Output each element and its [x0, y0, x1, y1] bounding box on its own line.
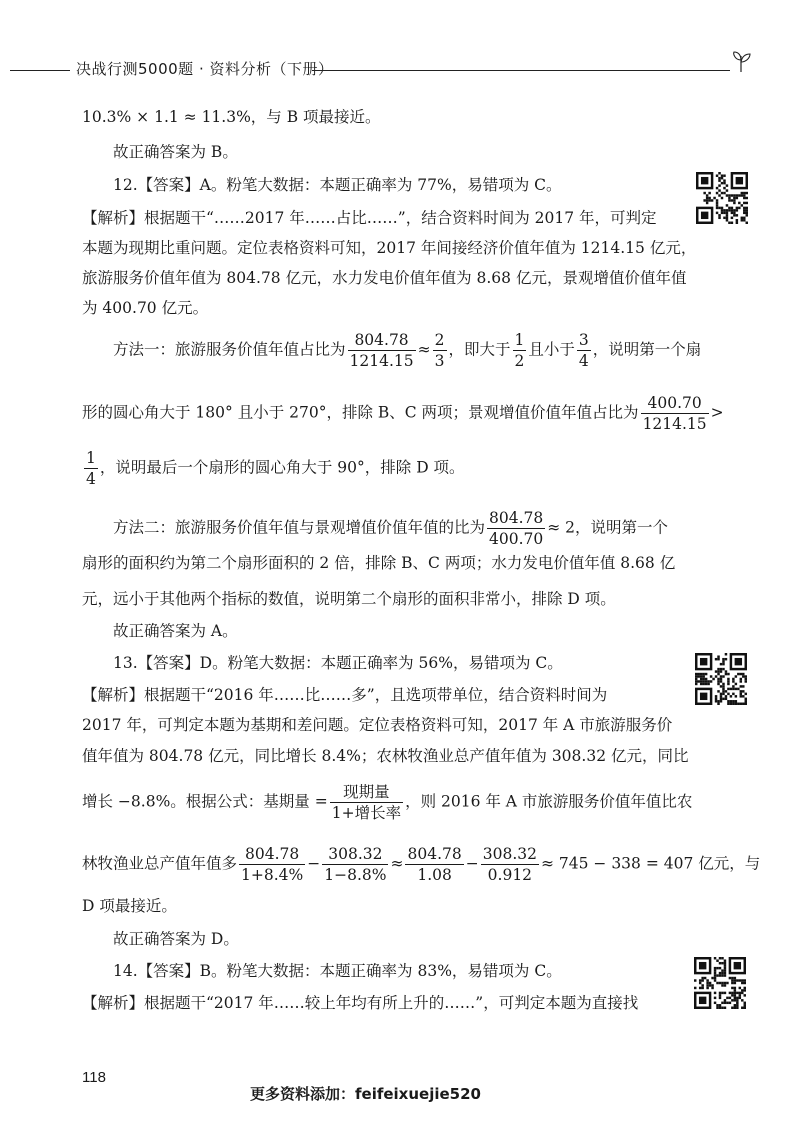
formula-line	[82, 844, 760, 885]
question-14-answer: 14.【答案】B。粉笔大数据：本题正确率为 83%，易错项为 C。	[113, 962, 562, 980]
text-line: 故正确答案为 B。	[113, 143, 238, 161]
numerator: 400.70	[641, 393, 709, 414]
sprout-icon	[730, 50, 752, 74]
text-line: D 项最接近。	[82, 897, 177, 915]
qr-code-icon[interactable]	[696, 172, 748, 224]
header-rule-right	[312, 70, 730, 71]
text-line: 10.3% × 1.1 ≈ 11.3%，与 B 项最接近。	[82, 108, 381, 126]
text: ，则 2016 年 A 市旅游服务价值年值比农	[405, 792, 693, 811]
fraction	[239, 844, 305, 885]
text-line: 故正确答案为 A。	[113, 622, 238, 640]
fraction	[322, 844, 388, 885]
numerator: 308.32	[482, 845, 537, 863]
header-title: 决战行测5000题 · 资料分析（下册）	[76, 60, 334, 78]
denominator: 1.08	[417, 866, 452, 884]
numerator: 804.78	[348, 330, 416, 351]
method-1-line	[82, 393, 724, 434]
fraction	[481, 844, 539, 885]
text-line: 为 400.70 亿元。	[82, 299, 209, 317]
fraction	[433, 330, 447, 371]
text: ，说明第一个扇	[592, 340, 702, 359]
text-line: 旅游服务价值年值为 804.78 亿元，水力发电价值年值为 8.68 亿元，景观增值价值年值	[82, 269, 687, 287]
question-12-answer: 12.【答案】A。粉笔大数据：本题正确率为 77%，易错项为 C。	[113, 176, 562, 194]
denominator: 0.912	[487, 866, 533, 884]
fraction	[84, 448, 98, 489]
symbol: −	[307, 854, 321, 873]
symbol: ≈	[390, 854, 404, 873]
denominator: 2	[514, 352, 525, 370]
numerator: 804.78	[489, 509, 544, 527]
text: ，即大于	[448, 340, 511, 359]
numerator: 804.78	[407, 845, 462, 863]
method-1-line	[113, 330, 701, 371]
fraction	[641, 393, 709, 434]
text: 且小于	[528, 340, 575, 359]
text-line: 元，远小于其他两个指标的数值，说明第二个扇形的面积非常小，排除 D 项。	[82, 590, 616, 608]
fraction	[513, 330, 527, 371]
numerator: 3	[578, 331, 589, 349]
symbol: ≈	[417, 340, 431, 359]
header-rule-left	[10, 70, 70, 71]
denominator: 4	[86, 470, 96, 488]
text: ≈ 745 − 338 = 407 亿元，与	[540, 854, 761, 873]
numerator: 现期量	[330, 782, 403, 803]
text: ，说明最后一个扇形的圆心角大于 90°，排除 D 项。	[99, 458, 465, 477]
text-line: 本题为现期比重问题。定位表格资料可知，2017 年间接经济价值年值为 1214.15 亿元，	[82, 239, 697, 257]
symbol: −	[465, 854, 479, 873]
denominator: 1214.15	[349, 352, 414, 370]
fraction	[348, 330, 416, 371]
text-line: 【解析】根据题干“……2017 年……占比……”，结合资料时间为 2017 年，可判定	[82, 209, 657, 227]
denominator: 4	[578, 352, 589, 370]
text: 增长 −8.8%。根据公式：基期量 =	[82, 792, 328, 811]
text: 方法一：旅游服务价值年值占比为	[113, 340, 346, 359]
method-1-line	[82, 448, 465, 489]
qr-code-icon[interactable]	[695, 653, 747, 705]
text-line: 2017 年，可判定本题为基期和差问题。定位表格资料可知，2017 年 A 市旅游服务价	[82, 716, 673, 734]
numerator: 1	[514, 331, 525, 349]
formula-line	[82, 782, 692, 823]
denominator: 1−8.8%	[324, 866, 387, 884]
method-2-line	[113, 508, 668, 549]
text-line: 值年值为 804.78 亿元，同比增长 8.4%；农林牧渔业总产值年值为 308.32 亿元，同比	[82, 747, 689, 765]
numerator: 2	[434, 331, 445, 349]
fraction	[405, 844, 463, 885]
page-header	[0, 58, 800, 82]
text-line: 故正确答案为 D。	[113, 930, 239, 948]
text: 方法二：旅游服务价值年值与景观增值价值年值的比为	[113, 518, 486, 537]
symbol: >	[710, 403, 724, 422]
fraction	[330, 782, 403, 823]
text-line: 扇形的面积约为第二个扇形面积的 2 倍，排除 B、C 两项；水力发电价值年值 8.68 亿	[82, 554, 676, 572]
denominator: 3	[434, 352, 445, 370]
numerator: 308.32	[322, 844, 388, 865]
denominator: 1+增长率	[331, 804, 402, 822]
text: ≈ 2，说明第一个	[547, 518, 669, 537]
denominator: 400.70	[489, 530, 544, 548]
text-line: 【解析】根据题干“2016 年……比……多”，且选项带单位，结合资料时间为	[82, 686, 608, 704]
question-13-answer: 13.【答案】D。粉笔大数据：本题正确率为 56%，易错项为 C。	[113, 654, 563, 672]
denominator: 1+8.4%	[241, 866, 304, 884]
footer-note: 更多资料添加：feifeixuejie520	[250, 1085, 481, 1103]
page-number: 118	[82, 1069, 106, 1086]
denominator: 1214.15	[642, 415, 707, 433]
fraction	[577, 330, 591, 371]
numerator: 1	[86, 449, 96, 467]
fraction	[487, 508, 545, 549]
numerator: 804.78	[239, 844, 305, 865]
text: 林牧渔业总产值年值多	[82, 854, 238, 873]
text-line: 【解析】根据题干“2017 年……较上年均有所上升的……”，可判定本题为直接找	[82, 994, 639, 1012]
qr-code-icon[interactable]	[694, 957, 746, 1009]
text: 形的圆心角大于 180° 且小于 270°，排除 B、C 两项；景观增值价值年值占比为	[82, 403, 639, 422]
